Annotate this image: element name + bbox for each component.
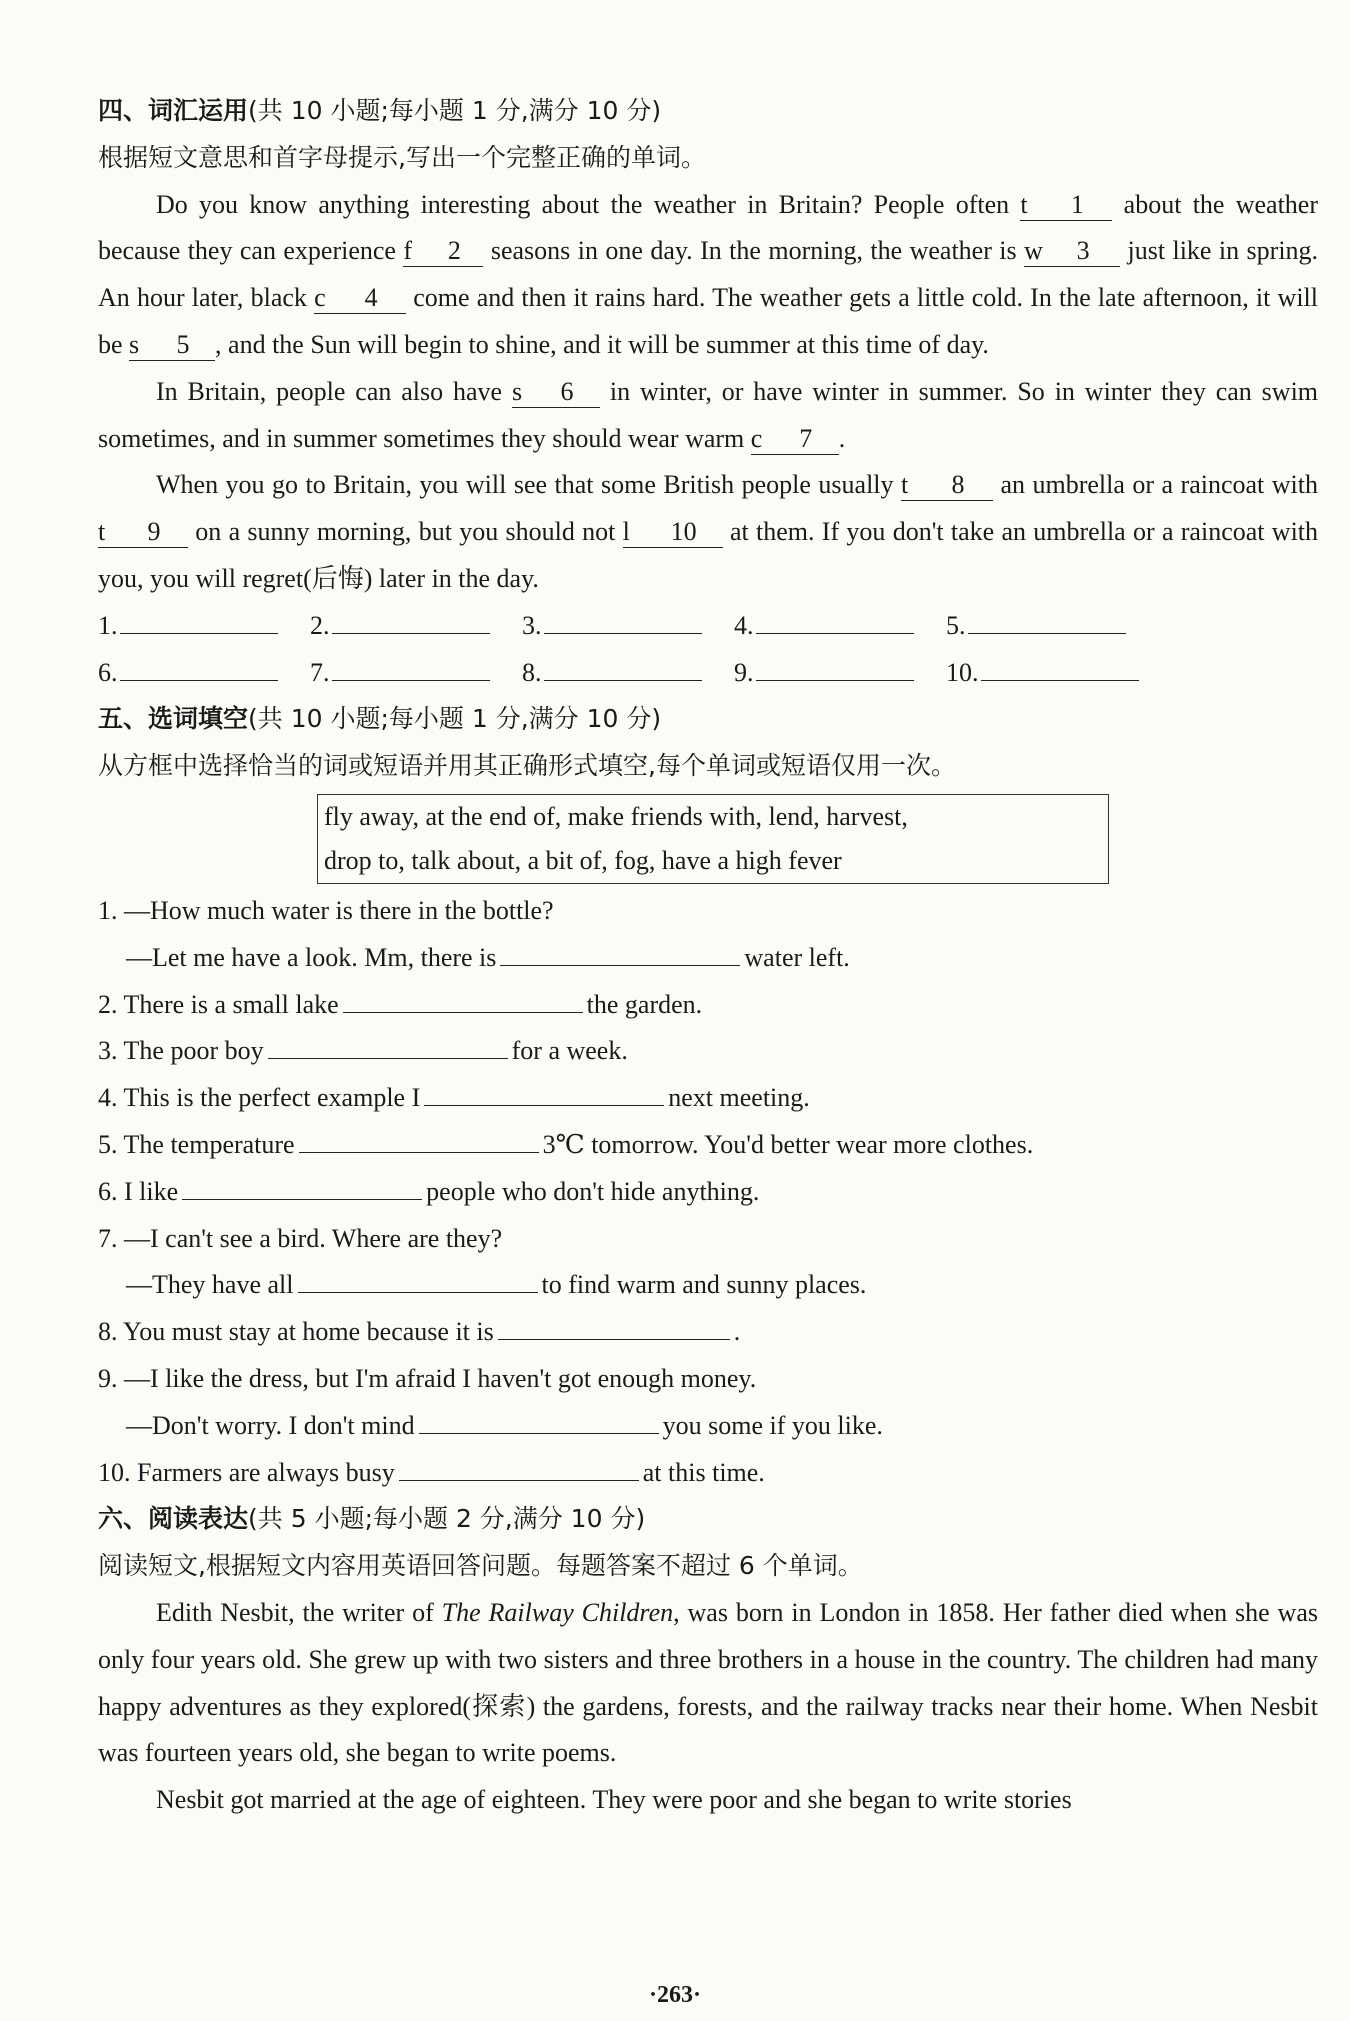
fill-blank-4[interactable] (424, 1075, 664, 1106)
section4-paragraph-2 (98, 369, 1318, 463)
hint-letter: t (901, 470, 909, 500)
answer-label: 8. (522, 657, 542, 687)
blank-9[interactable] (98, 517, 188, 548)
section6-score: (共 5 小题;每小题 2 分,满分 10 分) (248, 1504, 646, 1534)
answer-label: 9. (734, 657, 754, 687)
blank-number: 3 (1076, 236, 1090, 266)
text-run: 2. There is a small lake (98, 989, 339, 1019)
text-run: . (838, 423, 846, 453)
text-run: When you go to Britain, you will see that some British people usually (156, 470, 894, 500)
text-run: —They have all (126, 1270, 294, 1300)
answer-label: 6. (98, 657, 118, 687)
text-run: 5. The temperature (98, 1129, 295, 1159)
word-bank-line-2: drop to, talk about, a bit of, fog, have a high fever (324, 845, 842, 875)
answer-label: 7. (310, 657, 330, 687)
fill-blank-10[interactable] (399, 1450, 639, 1481)
question-4 (98, 1075, 1318, 1122)
hint-letter: s (512, 376, 523, 406)
text-run: next meeting. (668, 1083, 810, 1113)
answer-line[interactable] (756, 605, 914, 634)
blank-10[interactable] (623, 517, 723, 548)
fill-blank-8[interactable] (498, 1309, 730, 1340)
question-9-prompt: 9. —I like the dress, but I'm afraid I haven't got enough money. (98, 1363, 757, 1393)
section5-instruction: 从方框中选择恰当的词或短语并用其正确形式填空,每个单词或短语仅用一次。 (98, 751, 956, 781)
book-title: The Railway Children (441, 1597, 674, 1627)
section6-paragraph-1 (98, 1590, 1318, 1777)
text-run: at this time. (642, 1457, 765, 1487)
blank-3[interactable] (1024, 236, 1120, 267)
page-number: ·263· (648, 1982, 701, 2008)
question-3 (98, 1028, 1318, 1075)
question-7-prompt: 7. —I can't see a bird. Where are they? (98, 1223, 503, 1253)
answer-slot-2[interactable] (310, 603, 522, 650)
fill-blank-7[interactable] (298, 1262, 538, 1293)
section5-score: (共 10 小题;每小题 1 分,满分 10 分) (248, 704, 662, 734)
section4-instruction: 根据短文意思和首字母提示,写出一个完整正确的单词。 (98, 142, 706, 172)
blank-number: 9 (147, 517, 161, 547)
hint-letter: t (1020, 189, 1028, 219)
question-8 (98, 1309, 1318, 1356)
text-run: 3℃ tomorrow. You'd better wear more clothes. (542, 1129, 1034, 1159)
text-run: water left. (744, 942, 850, 972)
text-run: 3. The poor boy (98, 1036, 264, 1066)
blank-5[interactable] (129, 330, 215, 361)
text-run: . (733, 1317, 741, 1347)
answer-row-1 (98, 603, 1318, 650)
blank-6[interactable] (512, 377, 600, 408)
hint-letter: c (314, 283, 326, 313)
answer-label: 4. (734, 610, 754, 640)
fill-blank-6[interactable] (182, 1169, 422, 1200)
text-run: , was born in London in 1858. Her father died when she was only four years old. She grew up with two sisters and three brothers in a house in the country. The children had many happy adventures as they explored(探索) the gardens, forests, and the railway tracks near their home. When Nesbit was fourteen years old, she began to write poems. (98, 1597, 1318, 1768)
text-run: 8. You must stay at home because it is (98, 1317, 494, 1347)
blank-number: 7 (799, 423, 813, 453)
blank-number: 4 (364, 283, 378, 313)
text-run: 6. I like (98, 1176, 179, 1206)
answer-line[interactable] (968, 605, 1126, 634)
text-run: Do you know anything interesting about the weather in Britain? People often (156, 189, 1010, 219)
answer-row-2 (98, 650, 1318, 697)
answer-slot-8[interactable] (522, 650, 734, 697)
text-run: about the weather because they can experience (98, 189, 1319, 266)
section4-heading (98, 88, 1318, 135)
hint-letter: l (622, 517, 630, 547)
question-5 (98, 1122, 1318, 1169)
section4-title: 四、词汇运用 (98, 96, 249, 125)
text-run: an umbrella or a raincoat with (1000, 470, 1318, 500)
blank-number: 2 (447, 236, 461, 266)
answer-line[interactable] (332, 605, 490, 634)
text-run: on a sunny morning, but you should not (195, 517, 616, 547)
hint-letter: c (750, 423, 763, 453)
blank-number: 8 (951, 470, 965, 500)
answer-label: 5. (946, 610, 966, 640)
text-run: 4. This is the perfect example I (98, 1083, 421, 1113)
fill-blank-3[interactable] (268, 1028, 508, 1059)
answer-line[interactable] (120, 652, 278, 681)
hint-letter: w (1024, 236, 1043, 266)
answer-slot-5[interactable] (946, 603, 1158, 650)
text-run: Edith Nesbit, the writer of (156, 1597, 434, 1627)
answer-label: 3. (522, 610, 542, 640)
section6-paragraph-2: Nesbit got married at the age of eighteen. They were poor and she began to write stories (156, 1785, 1072, 1815)
text-run: for a week. (511, 1036, 628, 1066)
fill-blank-9[interactable] (419, 1403, 659, 1434)
answer-slot-9[interactable] (734, 650, 946, 697)
section5-title: 五、选词填空 (98, 704, 249, 734)
answer-line[interactable] (981, 652, 1139, 681)
text-run: , and the Sun will begin to shine, and it will be summer at this time of day. (215, 329, 989, 359)
section4-score: (共 10 小题;每小题 1 分,满分 10 分) (248, 96, 662, 125)
answer-line[interactable] (332, 652, 490, 681)
fill-blank-1[interactable] (500, 935, 740, 966)
text-run: you some if you like. (662, 1410, 883, 1440)
hint-letter: s (129, 329, 140, 359)
question-9-response (98, 1403, 1318, 1450)
answer-line[interactable] (544, 652, 702, 681)
answer-slot-3[interactable] (522, 603, 734, 650)
blank-number: 5 (176, 329, 190, 359)
section6-instruction: 阅读短文,根据短文内容用英语回答问题。每题答案不超过 6 个单词。 (98, 1551, 863, 1581)
answer-slot-10[interactable] (946, 650, 1158, 697)
blank-1[interactable] (1020, 190, 1112, 221)
blank-7[interactable] (751, 424, 839, 455)
text-run: people who don't hide anything. (426, 1176, 760, 1206)
answer-line[interactable] (120, 605, 278, 634)
answer-label: 2. (310, 610, 330, 640)
blank-number: 6 (560, 376, 574, 406)
question-1-prompt: 1. —How much water is there in the bottle? (98, 895, 554, 925)
blank-number: 1 (1070, 189, 1084, 219)
hint-letter: t (98, 517, 106, 547)
section5-heading (98, 696, 1318, 743)
section6-title: 六、阅读表达 (98, 1504, 249, 1534)
answer-label: 10. (946, 657, 979, 687)
text-run: seasons in one day. In the morning, the weather is (490, 236, 1017, 266)
blank-number: 10 (670, 517, 697, 547)
text-run: the garden. (586, 989, 703, 1019)
section6-heading (98, 1496, 1318, 1543)
blank-4[interactable] (314, 283, 406, 314)
text-run: at them. If you don't take an umbrella or a raincoat with you, you will regret(后悔) later in the day. (98, 517, 1319, 593)
fill-blank-2[interactable] (343, 982, 583, 1013)
text-run: 10. Farmers are always busy (98, 1457, 395, 1487)
answer-slot-1[interactable] (98, 603, 310, 650)
hint-letter: f (403, 236, 413, 266)
question-7-response (98, 1262, 1318, 1309)
question-6 (98, 1169, 1318, 1216)
page-content (98, 88, 1318, 1824)
question-1-response (98, 935, 1318, 982)
word-bank-line-1: fly away, at the end of, make friends with, lend, harvest, (324, 801, 908, 831)
text-run: in winter, or have winter in summer. So in winter they can swim sometimes, and in summer sometimes they should wear warm (98, 376, 1319, 453)
text-run: —Let me have a look. Mm, there is (126, 942, 497, 972)
blank-2[interactable] (403, 236, 483, 267)
text-run: to find warm and sunny places. (541, 1270, 867, 1300)
question-10 (98, 1450, 1318, 1497)
answer-line[interactable] (544, 605, 702, 634)
answer-slot-7[interactable] (310, 650, 522, 697)
text-run: —Don't worry. I don't mind (126, 1410, 415, 1440)
text-run: just like in spring. An hour later, black (98, 236, 1319, 313)
section4-paragraph-3 (98, 462, 1318, 602)
text-run: come and then it rains hard. The weather gets a little cold. In the late afternoon, it will be (98, 283, 1318, 359)
word-bank-box (317, 794, 1109, 884)
section4-paragraph-1 (98, 182, 1318, 369)
fill-blank-5[interactable] (299, 1122, 539, 1153)
answer-slot-6[interactable] (98, 650, 310, 697)
text-run: In Britain, people can also have (156, 376, 503, 406)
answer-label: 1. (98, 610, 118, 640)
question-2 (98, 982, 1318, 1029)
answer-line[interactable] (756, 652, 914, 681)
answer-slot-4[interactable] (734, 603, 946, 650)
blank-8[interactable] (901, 470, 993, 501)
